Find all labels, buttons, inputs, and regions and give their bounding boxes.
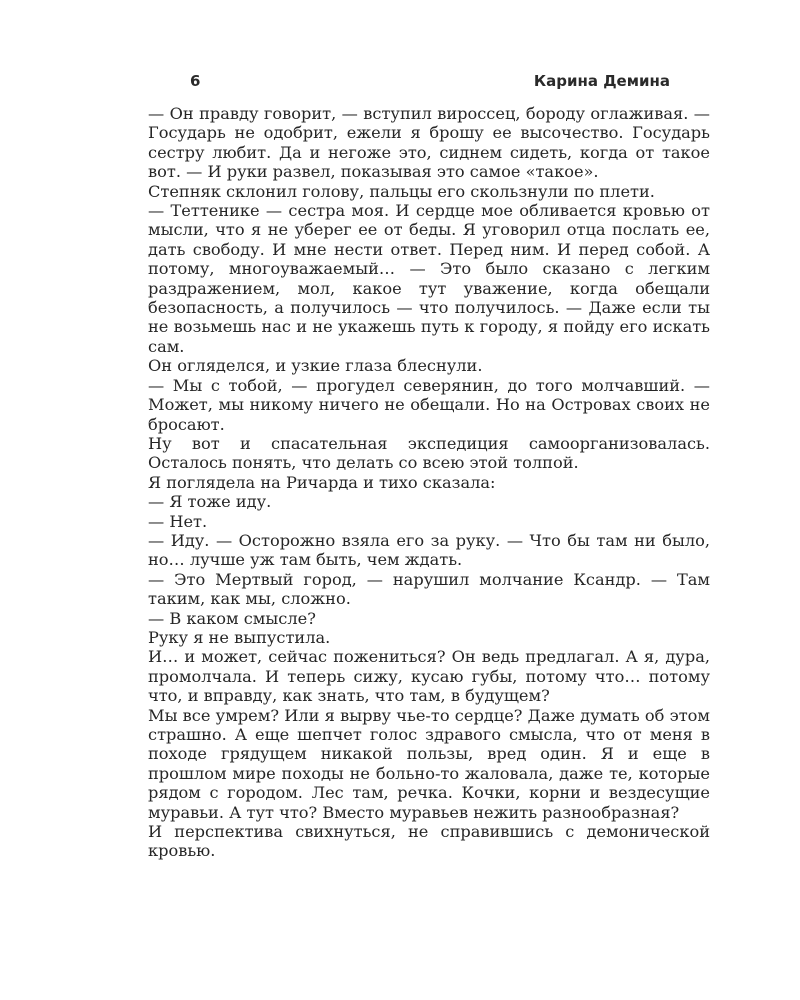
paragraph: — Мы с тобой, — прогудел северянин, до того молчавший. — Может, мы никому ничего не обещали. Но на Островах своих не бросают.	[148, 375, 710, 434]
paragraph: — Иду. — Осторожно взяла его за руку. — Что бы там ни было, но… лучше уж там быть, чем ждать.	[148, 530, 710, 570]
paragraph: Мы все умрем? Или я вырву чье-то сердце? Даже думать об этом страшно. А еще шепчет голос здравого смысла, что от меня в походе грядущем никакой пользы, вред один. Я и еще в прошлом мире походы не больно-то жаловала, даже те, которые рядом с городом. Лес там, речка. Кочки, корни и вездесущие муравьи. А тут что? Вместо муравьев нежить разнообразная?	[148, 705, 710, 822]
paragraph: Я поглядела на Ричарда и тихо сказала:	[148, 472, 496, 492]
paragraph: — Теттенике — сестра моя. И сердце мое обливается кровью от мысли, что я не уберег ее от беды. Я уговорил отца послать ее, дать свободу. И мне нести ответ. Перед ним. И перед собой. А потому, многоуважаемый… — Это было сказано с легким раздражением, мол, какое тут уважение, когда обещали безопасность, а получилось — что получилось. — Даже если ты не возьмешь нас и не укажешь путь к городу, я пойду его искать сам.	[148, 201, 710, 356]
page-header	[148, 72, 710, 94]
page-number: 6	[190, 72, 201, 90]
paragraph: — Он правду говорит, — вступил вироссец, бороду оглаживая. — Государь не одобрит, ежели я брошу ее высочество. Государь сестру любит. Да и негоже это, сиднем сидеть, когда от такое вот. — И руки развел, показывая это самое «такое».	[148, 104, 710, 182]
running-head-author: Карина Демина	[533, 72, 670, 90]
paragraph: Руку я не выпустила.	[148, 627, 331, 647]
paragraph: И перспектива свихнуться, не справившись с демонической кровью.	[148, 822, 710, 861]
paragraph: — Это Мертвый город, — нарушил молчание Ксандр. — Там таким, как мы, сложно.	[148, 569, 710, 609]
paragraph: — В каком смысле?	[148, 608, 316, 628]
paragraph: — Я тоже иду.	[148, 492, 272, 512]
paragraph: Он огляделся, и узкие глаза блеснули.	[148, 356, 483, 376]
body-text	[148, 104, 710, 861]
paragraph: — Нет.	[148, 511, 208, 531]
paragraph: Ну вот и спасательная экспедиция самоорганизовалась. Осталось понять, что делать со всею этой толпой.	[148, 433, 710, 473]
paragraph: Степняк склонил голову, пальцы его скользнули по плети.	[148, 181, 655, 201]
paragraph: И… и может, сейчас пожениться? Он ведь предлагал. А я, дура, промолчала. И теперь сижу, кусаю губы, потому что… потому что, и вправду, как знать, что там, в будущем?	[148, 647, 710, 706]
